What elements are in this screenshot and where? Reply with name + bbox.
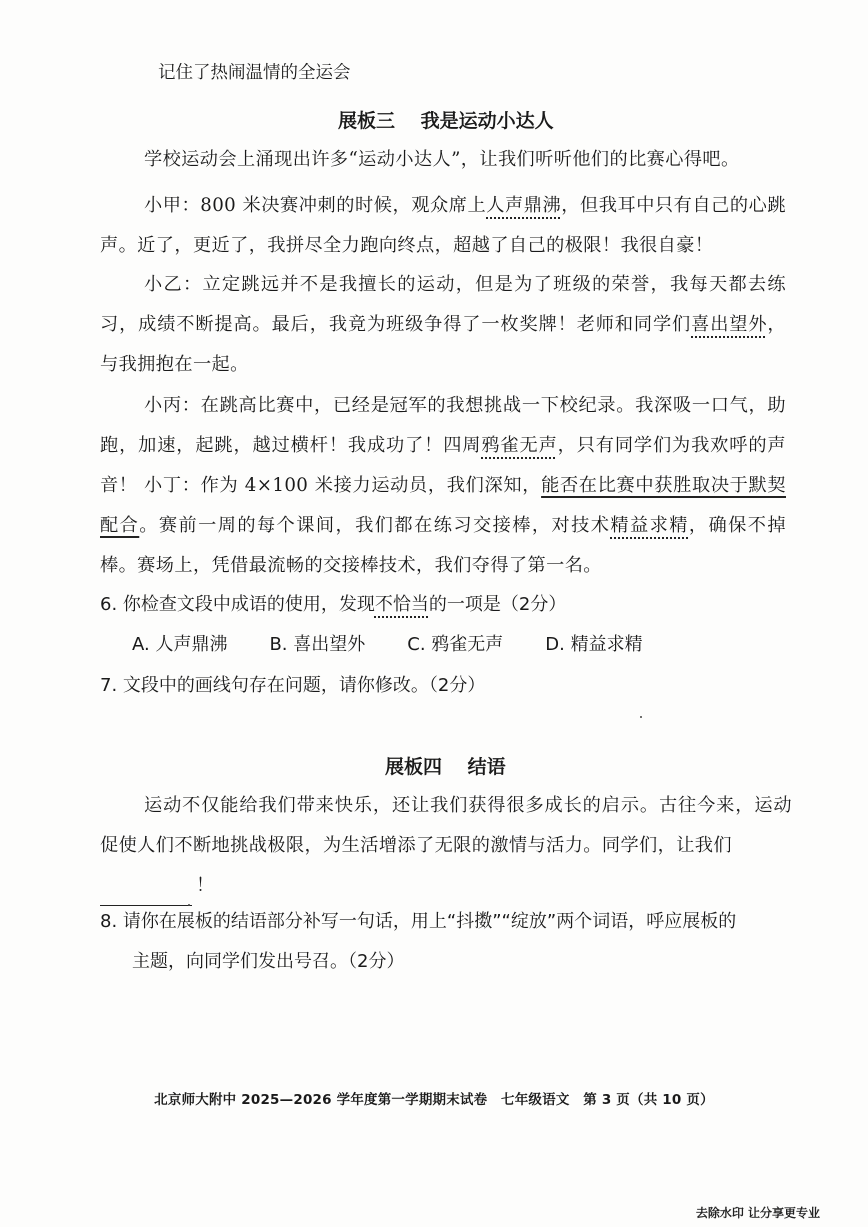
panel4-blank-line [100,866,792,906]
yi-idiom: 喜出望外 [691,314,768,335]
paragraph-jia [100,186,786,266]
panel4-blank-end: ！ [196,875,215,896]
q6-suffix: 的一项是（2分） [428,594,567,615]
watermark-text: 去除水印 让分享更专业 [695,1206,820,1220]
answer-blank[interactable] [100,883,192,906]
q6-option-b: B. 喜出望外 [269,634,366,655]
paragraph-ding [100,466,786,586]
q6-option-d: D. 精益求精 [545,634,643,655]
jia-idiom: 人声鼎沸 [486,195,562,216]
jia-text-b: ，但我耳中只有自己的心跳声。近了，更近了，我拼尽全力跑向终点，超越了自己的极限！我很自豪！ [100,195,786,256]
bing-idiom: 鸦雀无声 [481,435,558,456]
q6-emphasis: 不恰当 [374,594,429,615]
question-6 [100,592,566,618]
scan-speck [640,716,642,718]
yi-text-a: 小乙：立定跳远并不是我擅长的运动，但是为了班级的荣誉，我每天都去练习，成绩不断提高。最后，我竟为班级争得了一枚奖牌！老师和同学们 [100,274,786,335]
yi-text-b: ，与我拥抱在一起。 [100,314,786,375]
bing-text-a: 小丙：在跳高比赛中，已经是冠军的我想挑战一下校纪录。我深吸一口气，助跑，加速，起跳，越过横杆！我成功了！四周 [100,395,786,456]
question-8-line1: 8. 请你在展板的结语部分补写一句话，用上“抖擞”“绽放”两个词语，呼应展板的 [100,911,737,932]
ding-underlined-sentence: 能否在比赛中获胜取决于默契配合 [100,475,786,536]
jia-text-a: 小甲：800 米决赛冲刺的时候，观众席上 [144,195,487,216]
panel3-heading: 展板三 我是运动小达人 [338,110,554,132]
q6-options [132,632,685,658]
panel4-body: 运动不仅能给我们带来快乐，还让我们获得很多成长的启示。古往今来，运动促使人们不断地挑战极限，为生活增添了无限的激情与活力。同学们，让我们 [100,795,792,856]
ding-text-c: ，确保不掉棒。赛场上，凭借最流畅的交接棒技术，我们夺得了第一名。 [100,515,786,576]
paragraph-yi [100,265,786,385]
carryover-line: 记住了热闹温情的全运会 [158,63,351,83]
panel4-heading: 展板四 结语 [385,756,506,778]
ding-text-a: 小丁：作为 4×100 米接力运动员，我们深知， [144,475,542,496]
bing-text-b: ，只有同学们为我欢呼的声音！ [100,435,786,496]
ding-idiom: 精益求精 [610,515,689,536]
page-footer: 北京师大附中 2025—2026 学年度第一学期期末试卷 七年级语文 第 3 页（共 10 页） [154,1092,714,1108]
panel3-intro: 学校运动会上涌现出许多“运动小达人”，让我们听听他们的比赛心得吧。 [144,149,740,170]
q6-option-c: C. 鸦雀无声 [407,634,504,655]
ding-text-b: 。赛前一周的每个课间，我们都在练习交接棒，对技术 [139,515,611,536]
scan-speck-2 [188,904,190,906]
q6-option-a: A. 人声鼎沸 [132,634,228,655]
question-7: 7. 文段中的画线句存在问题，请你修改。（2分） [100,675,486,696]
q6-prefix: 6. 你检查文段中成语的使用，发现 [100,594,375,615]
question-8-line2: 主题，向同学们发出号召。（2分） [132,951,405,972]
